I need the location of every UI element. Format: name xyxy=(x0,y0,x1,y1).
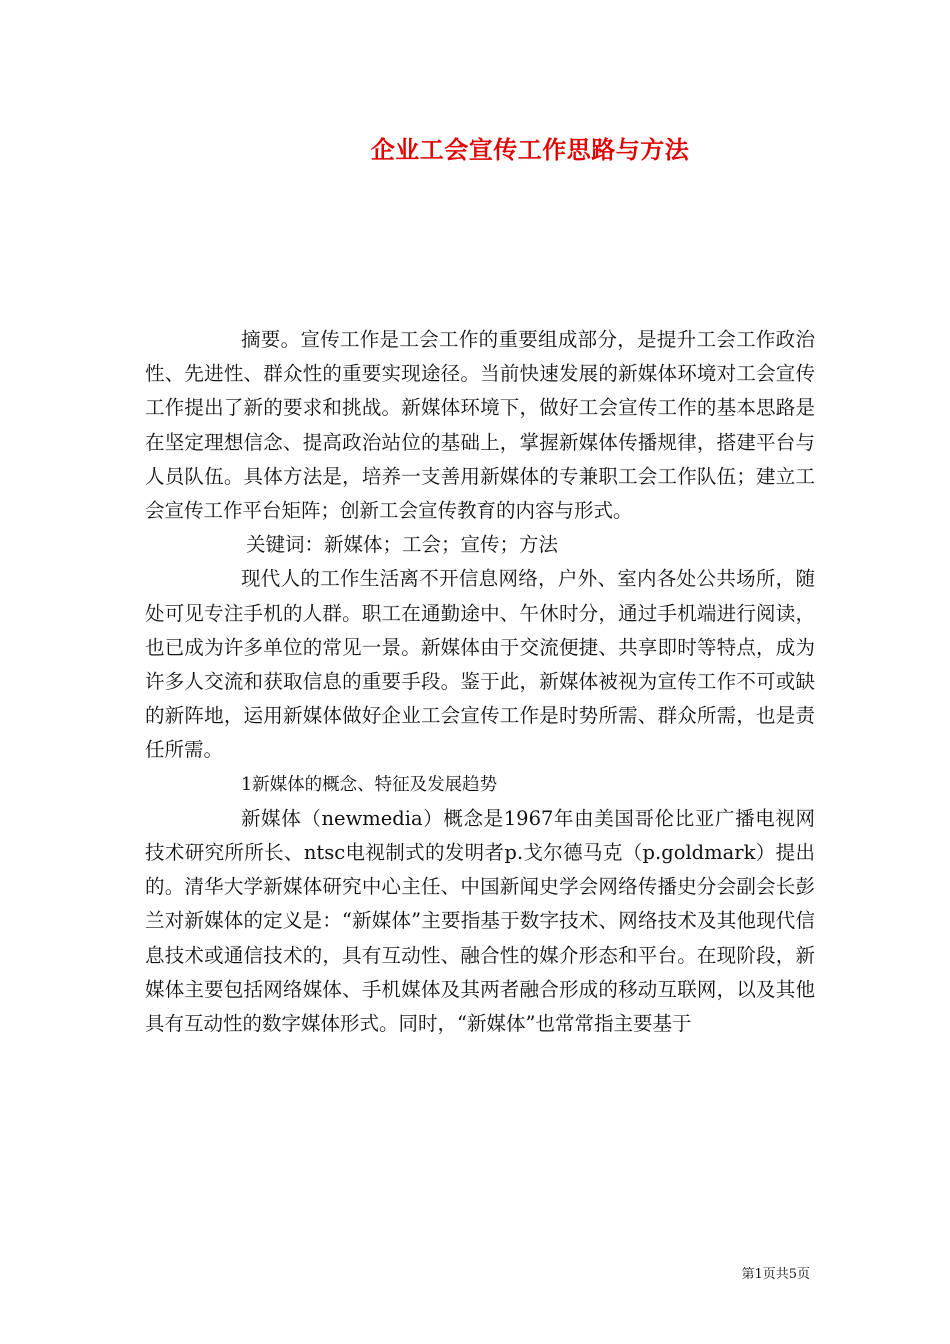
document-body xyxy=(145,323,815,1041)
keywords-paragraph: 关键词：新媒体；工会；宣传；方法 xyxy=(246,533,559,557)
page-number: 第1页共5页 xyxy=(741,1267,810,1282)
abstract-paragraph: 摘要。宣传工作是工会工作的重要组成部分，是提升工会工作政治性、先进性、群众性的重要实现途径。当前快速发展的新媒体环境对工会宣传工作提出了新的要求和挑战。新媒体环境下，做好工会宣传工作的基本思路是在坚定理想信念、提高政治站位的基础上，掌握新媒体传播规律，搭建平台与人员队伍。具体方法是，培养一支善用新媒体的专兼职工会工作队伍；建立工会宣传工作平台矩阵；创新工会宣传教育的内容与形式。 xyxy=(145,328,815,523)
definition-paragraph: 新媒体（newmedia）概念是1967年由美国哥伦比亚广播电视网技术研究所所长、ntsc电视制式的发明者p.戈尔德马克（p.goldmark）提出的。清华大学新媒体研究中心主任、中国新闻史学会网络传播史分会副会长彭兰对新媒体的定义是：“新媒体”主要指基于数字技术、网络技术及其他现代信息技术或通信技术的，具有互动性、融合性的媒介形态和平台。在现阶段，新媒体主要包括网络媒体、手机媒体及其两者融合形成的移动互联网，以及其他具有互动性的数字媒体形式。同时，“新媒体”也常常指主要基于 xyxy=(145,806,815,1036)
section-heading: 1新媒体的概念、特征及发展趋势 xyxy=(241,774,498,795)
document-title: 企业工会宣传工作思路与方法 xyxy=(370,135,690,164)
intro-paragraph: 现代人的工作生活离不开信息网络，户外、室内各处公共场所，随处可见专注手机的人群。职工在通勤途中、午休时分，通过手机端进行阅读，也已成为许多单位的常见一景。新媒体由于交流便捷、共享即时等特点，成为许多人交流和获取信息的重要手段。鉴于此，新媒体被视为宣传工作不可或缺的新阵地，运用新媒体做好企业工会宣传工作是时势所需、群众所需，也是责任所需。 xyxy=(145,567,815,762)
